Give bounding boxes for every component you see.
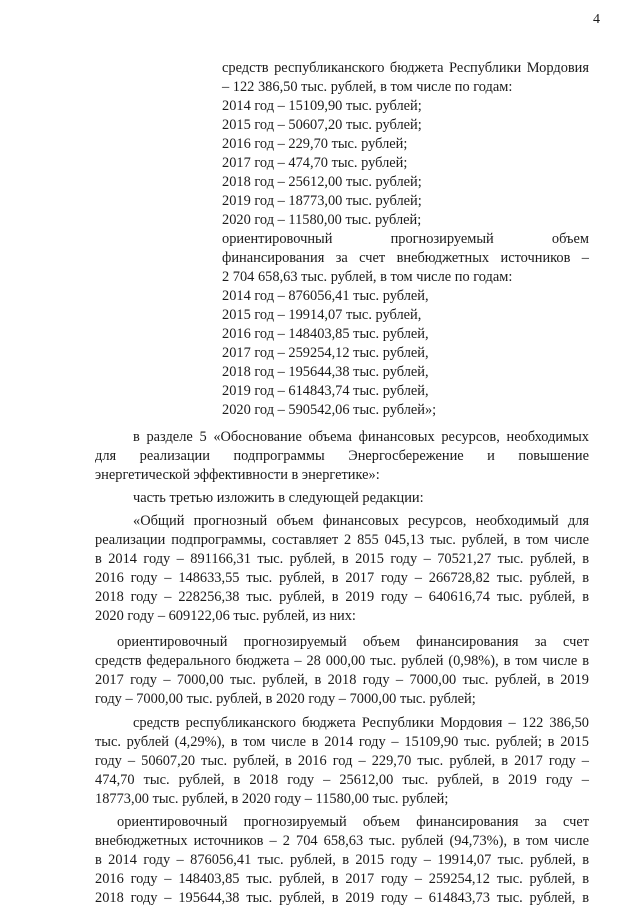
line: в 2014 году – 876056,41 тыс. рублей, в 2015 году – 19914,07 тыс. рублей, в [95,852,589,868]
line: финансирования за счет внебюджетных источников – [222,250,589,266]
line: ориентировочный прогнозируемый объем [222,231,589,247]
line: 2020 год – 11580,00 тыс. рублей; [222,212,422,228]
line: 2016 году – 148403,85 тыс. рублей, в 2017 году – 259254,12 тыс. рублей, в [95,871,589,887]
line: 2018 год – 25612,00 тыс. рублей; [222,174,422,190]
line: часть третью изложить в следующей редакции: [133,490,424,506]
line: реализации подпрограммы, составляет 2 855 045,13 тыс. рублей, в том числе [95,532,589,548]
line: «Общий прогнозный объем финансовых ресурсов, необходимый для [133,513,589,529]
line: в разделе 5 «Обоснование объема финансовых ресурсов, необходимых [133,429,589,445]
line: 2 704 658,63 тыс. рублей, в том числе по годам: [222,269,513,285]
line: средств республиканского бюджета Республики Мордовия [222,60,589,76]
line: ориентировочный прогнозируемый объем финансирования за счет [117,634,589,650]
line: – 122 386,50 тыс. рублей, в том числе по годам: [222,79,513,95]
line: 2019 год – 18773,00 тыс. рублей; [222,193,422,209]
line: 2016 году – 148633,55 тыс. рублей, в 2017 году – 266728,82 тыс. рублей, в [95,570,589,586]
line: для реализации подпрограммы Энергосбережение и повышение [95,448,589,464]
line: тыс. рублей (4,29%), в том числе в 2014 году – 15109,90 тыс. рублей; в 2015 [95,734,589,750]
line: 2020 году – 609122,06 тыс. рублей, из них: [95,608,356,624]
line: 2018 году – 228256,38 тыс. рублей, в 2019 году – 640616,74 тыс. рублей, в [95,589,589,605]
line: ориентировочный прогнозируемый объем финансирования за счет [117,814,589,830]
line: в 2014 году – 891166,31 тыс. рублей, в 2015 году – 70521,27 тыс. рублей, в [95,551,589,567]
line: 2020 год – 590542,06 тыс. рублей»; [222,402,437,418]
line: внебюджетных источников – 2 704 658,63 тыс. рублей (94,73%), в том числе [95,833,589,849]
line: средств федерального бюджета – 28 000,00 тыс. рублей (0,98%), в том числе в [95,653,589,669]
line: 474,70 тыс. рублей, в 2018 году – 25612,00 тыс. рублей, в 2019 году – [95,772,589,788]
line: средств республиканского бюджета Республики Мордовия – 122 386,50 [133,715,589,731]
line: году – 7000,00 тыс. рублей, в 2020 году – 7000,00 тыс. рублей; [95,691,476,707]
line: 2017 году – 7000,00 тыс. рублей, в 2018 году – 7000,00 тыс. рублей, в 2019 [95,672,589,688]
line: 2014 год – 15109,90 тыс. рублей; [222,98,422,114]
page-number: 4 [593,12,600,27]
line: 2016 год – 229,70 тыс. рублей; [222,136,408,152]
line: 2019 год – 614843,74 тыс. рублей, [222,383,429,399]
line: 2017 год – 259254,12 тыс. рублей, [222,345,429,361]
line: 2018 году – 195644,38 тыс. рублей, в 2019 году – 614843,73 тыс. рублей, в [95,890,589,906]
line: 2018 год – 195644,38 тыс. рублей, [222,364,429,380]
line: энергетической эффективности в энергетике»: [95,467,380,483]
line: 18773,00 тыс. рублей, в 2020 году – 11580,00 тыс. рублей; [95,791,449,807]
line: 2017 год – 474,70 тыс. рублей; [222,155,408,171]
line: 2015 год – 19914,07 тыс. рублей, [222,307,422,323]
line: 2015 год – 50607,20 тыс. рублей; [222,117,422,133]
line: 2014 год – 876056,41 тыс. рублей, [222,288,429,304]
line: году – 50607,20 тыс. рублей, в 2016 год – 229,70 тыс. рублей, в 2017 году – [95,753,589,769]
line: 2016 год – 148403,85 тыс. рублей, [222,326,429,342]
